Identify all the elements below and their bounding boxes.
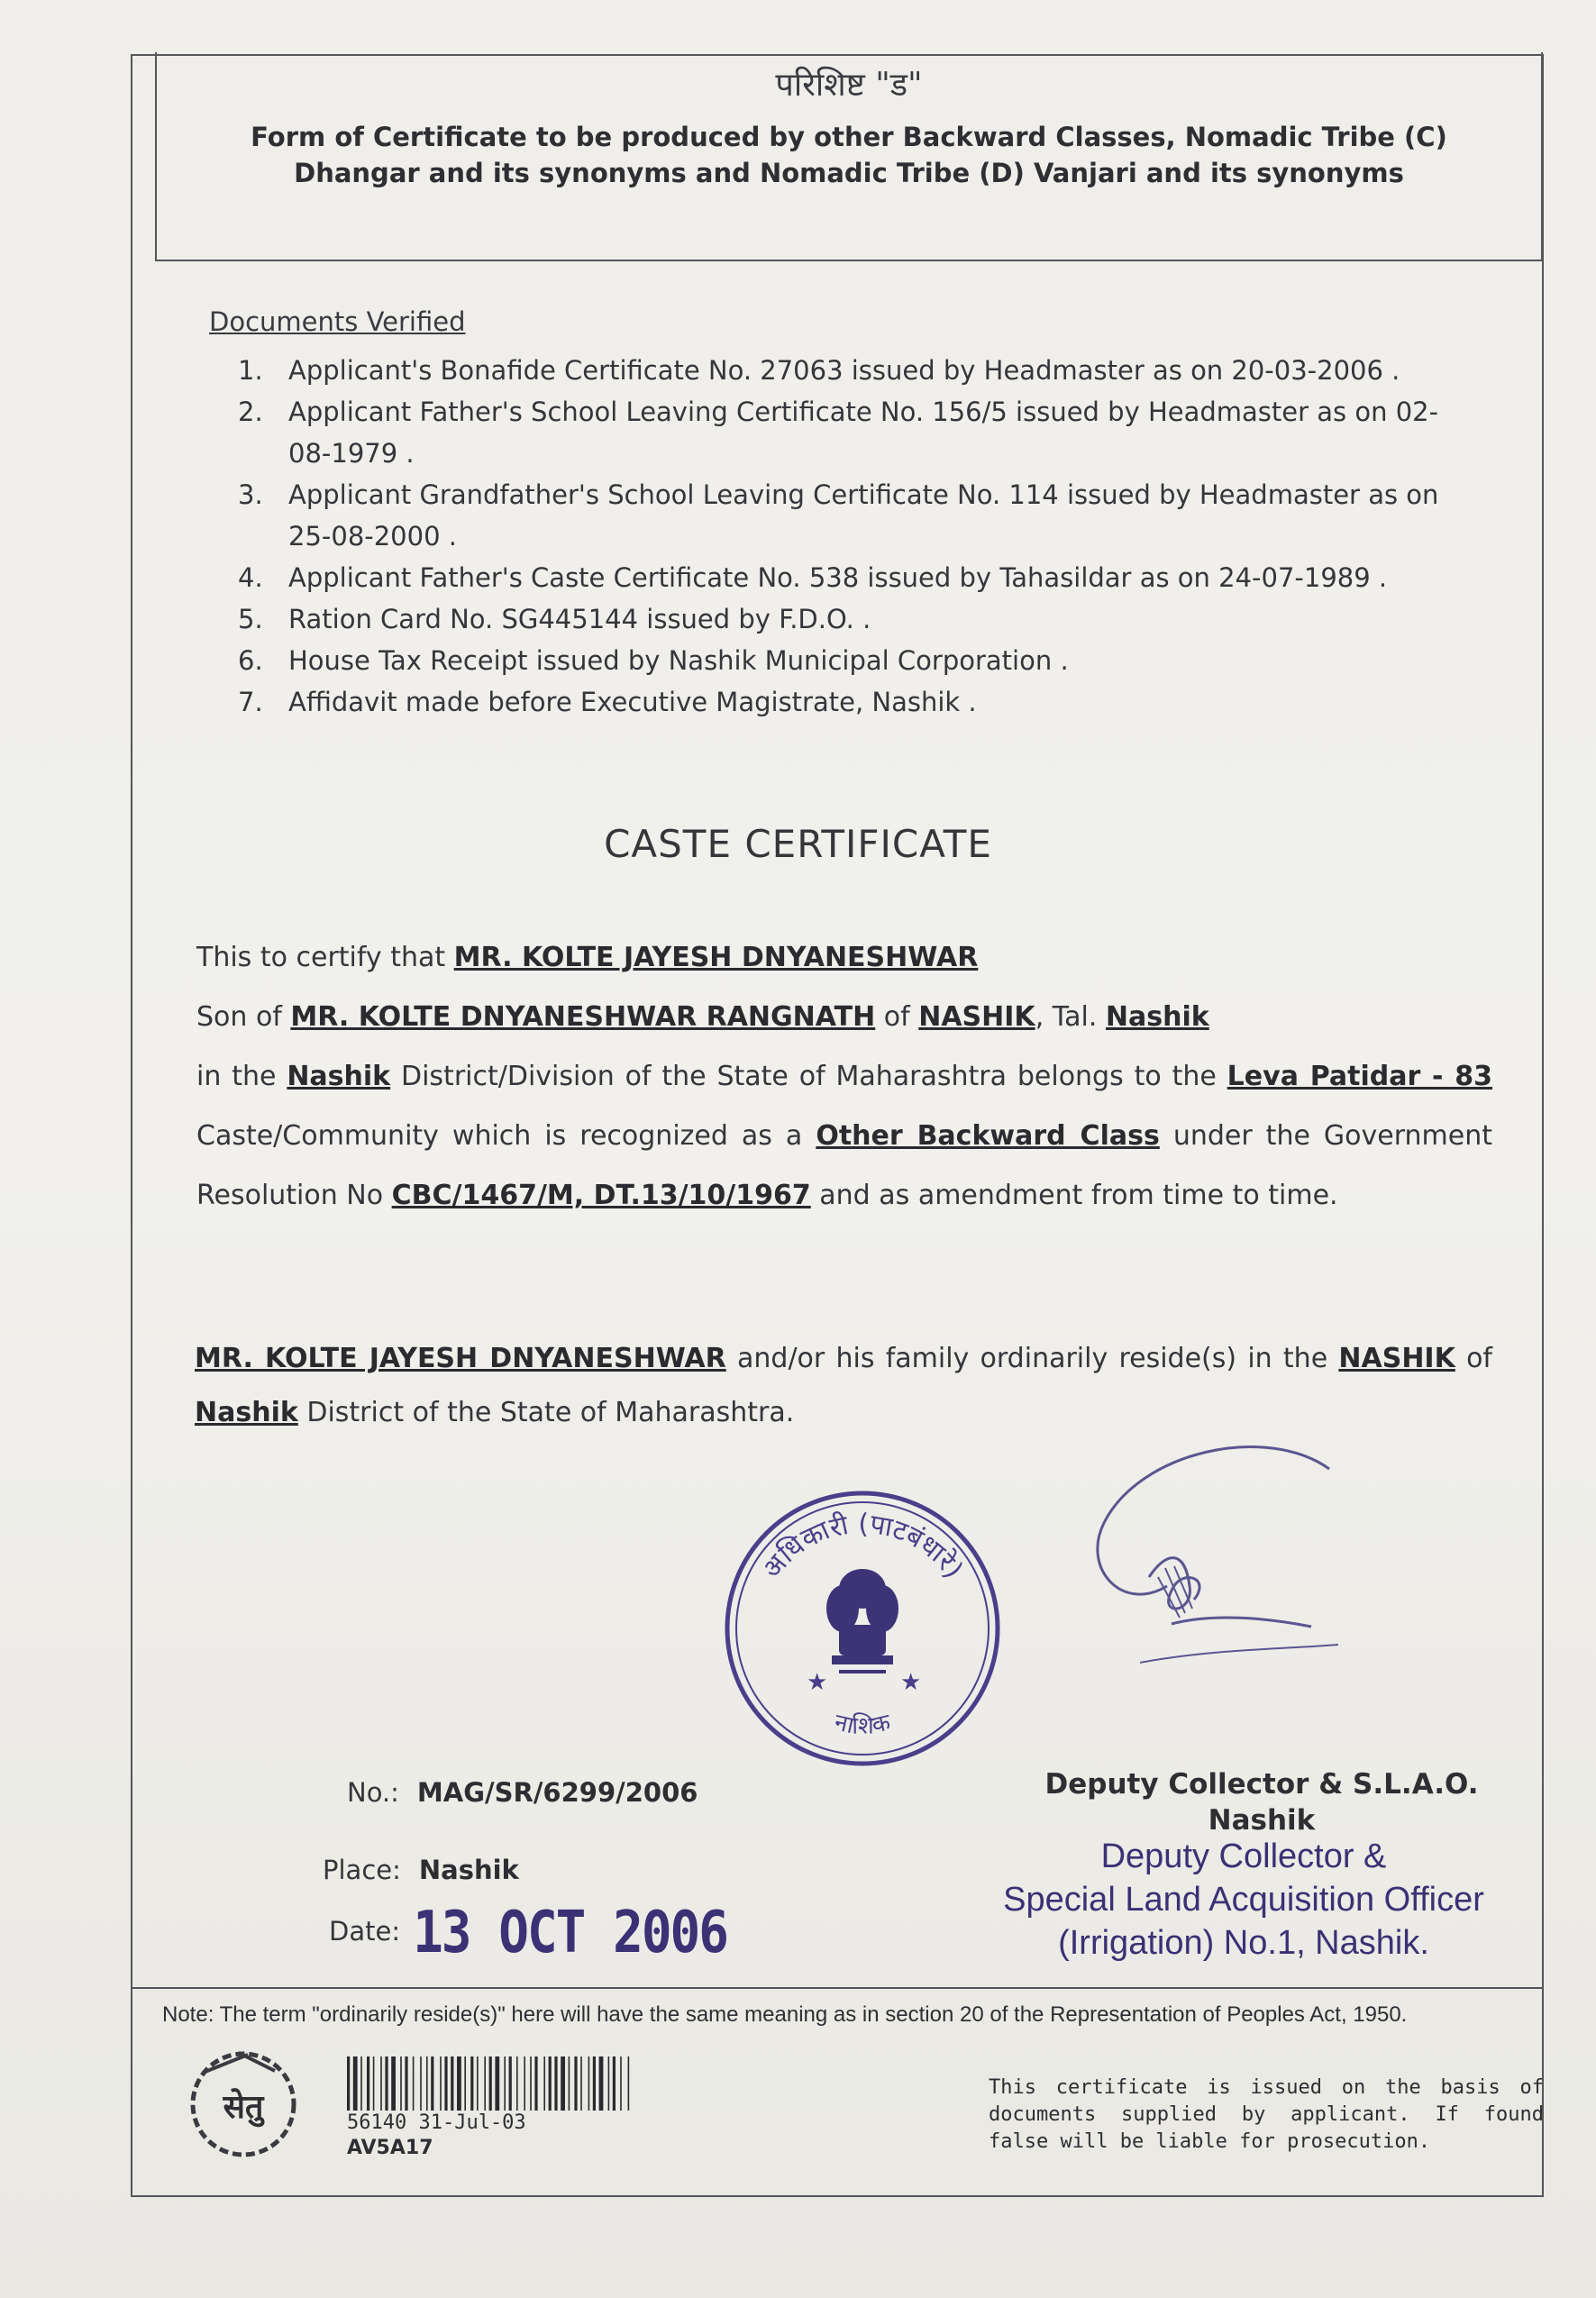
body-text: under the Government Resolution No xyxy=(196,1120,1493,1211)
body-text: of xyxy=(875,1001,919,1033)
date-label: Date: xyxy=(329,1915,401,1947)
body-text: This to certify that xyxy=(196,942,454,973)
body-text: , Tal. xyxy=(1035,1001,1106,1033)
footer-note: Note: The term "ordinarily reside(s)" here will have the same meaning as in section 20 of the Representation of Peoples Act, 1950. xyxy=(162,2002,1408,2027)
list-item xyxy=(233,474,1476,557)
item-text: House Tax Receipt issued by Nashik Municipal Corporation . xyxy=(288,645,1069,676)
list-item xyxy=(233,391,1476,474)
item-text: Affidavit made before Executive Magistrate, Nashik . xyxy=(288,687,977,717)
item-text: Applicant Father's School Leaving Certificate No. 156/5 issued by Headmaster as on 02-08-1979 . xyxy=(288,397,1439,469)
seal-star-right: ★ xyxy=(900,1669,922,1696)
seal-text-bottom: नाशिक xyxy=(832,1709,893,1740)
body-text: District/Division of the State of Maharashtra belongs to the xyxy=(390,1061,1227,1092)
list-item xyxy=(233,640,1476,681)
district-name: Nashik xyxy=(195,1397,298,1428)
svg-text:सेतु: सेतु xyxy=(223,2089,264,2126)
certificate-body xyxy=(196,928,1492,1226)
certificate-number: MAG/SR/6299/2006 xyxy=(416,1777,698,1808)
item-number: 6. xyxy=(238,645,263,676)
certificate-number-row xyxy=(347,1777,698,1808)
item-number: 2. xyxy=(238,397,263,427)
officer-designation xyxy=(1027,1766,1496,1838)
official-seal xyxy=(716,1482,1008,1774)
officer-rubber-stamp xyxy=(982,1835,1505,1965)
officer-signature xyxy=(1086,1433,1356,1712)
footer-divider xyxy=(131,1987,1544,1989)
item-number: 7. xyxy=(238,687,263,717)
appendix-heading: परिशिष्ट "ड" xyxy=(775,67,923,104)
item-number: 1. xyxy=(238,355,263,386)
category-name: Other Backward Class xyxy=(816,1120,1160,1152)
date-row xyxy=(329,1899,727,1966)
body-text: in the xyxy=(196,1061,287,1092)
documents-heading: Documents Verified xyxy=(209,306,466,337)
place-label: Place: xyxy=(323,1855,401,1885)
district-name: Nashik xyxy=(287,1061,391,1092)
barcode xyxy=(347,2056,631,2111)
list-item xyxy=(233,350,1476,391)
body-text: Caste/Community which is recognized as a xyxy=(196,1120,816,1152)
emblem-icon xyxy=(826,1569,898,1673)
item-text: Ration Card No. SG445144 issued by F.D.O. . xyxy=(288,604,871,634)
body-text: District of the State of Maharashtra. xyxy=(297,1397,795,1428)
form-title-line2: Dhangar and its synonyms and Nomadic Tribe (D) Vanjari and its synonyms xyxy=(294,158,1404,188)
officer-location: Nashik xyxy=(1208,1804,1316,1837)
resolution-number: CBC/1467/M, DT.13/10/1967 xyxy=(391,1180,811,1211)
certificate-number-label: No.: xyxy=(347,1777,399,1808)
documents-list xyxy=(233,350,1476,723)
place-value: Nashik xyxy=(418,1855,519,1885)
body-text: Son of xyxy=(196,1001,291,1033)
applicant-name: MR. KOLTE JAYESH DNYANESHWAR xyxy=(453,942,979,973)
item-text: Applicant Grandfather's School Leaving Certificate No. 114 issued by Headmaster as on 25-08-2000 . xyxy=(288,479,1439,552)
seal-text-top: अधिकारी (पाटबंधारे) xyxy=(756,1508,970,1585)
item-number: 3. xyxy=(238,479,263,510)
form-title xyxy=(184,119,1514,191)
form-title-line1: Form of Certificate to be produced by other Backward Classes, Nomadic Tribe (C) xyxy=(251,122,1447,152)
header-box xyxy=(155,52,1543,261)
stamp-line: Deputy Collector & xyxy=(1100,1837,1387,1875)
footer-disclaimer: This certificate is issued on the basis of documents supplied by applicant. If found false will be liable for prosecution. xyxy=(989,2076,1544,2153)
body-text: of xyxy=(1455,1343,1492,1374)
stamp-line: (Irrigation) No.1, Nashik. xyxy=(1058,1924,1429,1962)
father-name: MR. KOLTE DNYANESHWAR RANGNATH xyxy=(290,1001,876,1033)
officer-title: Deputy Collector & S.L.A.O. xyxy=(1044,1768,1479,1801)
date-stamp: 13 OCT 2006 xyxy=(413,1899,727,1966)
item-number: 5. xyxy=(238,604,263,634)
body-text: and as amendment from time to time. xyxy=(810,1180,1338,1211)
residence-statement xyxy=(195,1332,1492,1440)
barcode-code: AV5A17 xyxy=(347,2137,433,2159)
place-name: NASHIK xyxy=(918,1001,1035,1033)
barcode-caption xyxy=(347,2111,526,2161)
caste-name: Leva Patidar - 83 xyxy=(1227,1061,1493,1092)
list-item xyxy=(233,681,1476,723)
item-text: Applicant's Bonafide Certificate No. 27063 issued by Headmaster as on 20-03-2006 . xyxy=(288,355,1400,386)
seal-star-left: ★ xyxy=(807,1669,828,1696)
barcode-number: 56140 31-Jul-03 xyxy=(347,2111,526,2134)
stamp-line: Special Land Acquisition Officer xyxy=(1003,1881,1484,1919)
applicant-name: MR. KOLTE JAYESH DNYANESHWAR xyxy=(195,1343,726,1374)
item-text: Applicant Father's Caste Certificate No. 538 issued by Tahasildar as on 24-07-1989 . xyxy=(288,562,1388,593)
setu-logo-icon xyxy=(185,2046,302,2163)
certificate-title: CASTE CERTIFICATE xyxy=(604,822,992,866)
body-text: and/or his family ordinarily reside(s) in the xyxy=(725,1343,1339,1374)
list-item xyxy=(233,557,1476,598)
place-row xyxy=(323,1855,519,1885)
place-name: NASHIK xyxy=(1338,1343,1455,1374)
list-item xyxy=(233,598,1476,640)
item-number: 4. xyxy=(238,562,263,593)
taluka-name: Nashik xyxy=(1105,1001,1209,1033)
